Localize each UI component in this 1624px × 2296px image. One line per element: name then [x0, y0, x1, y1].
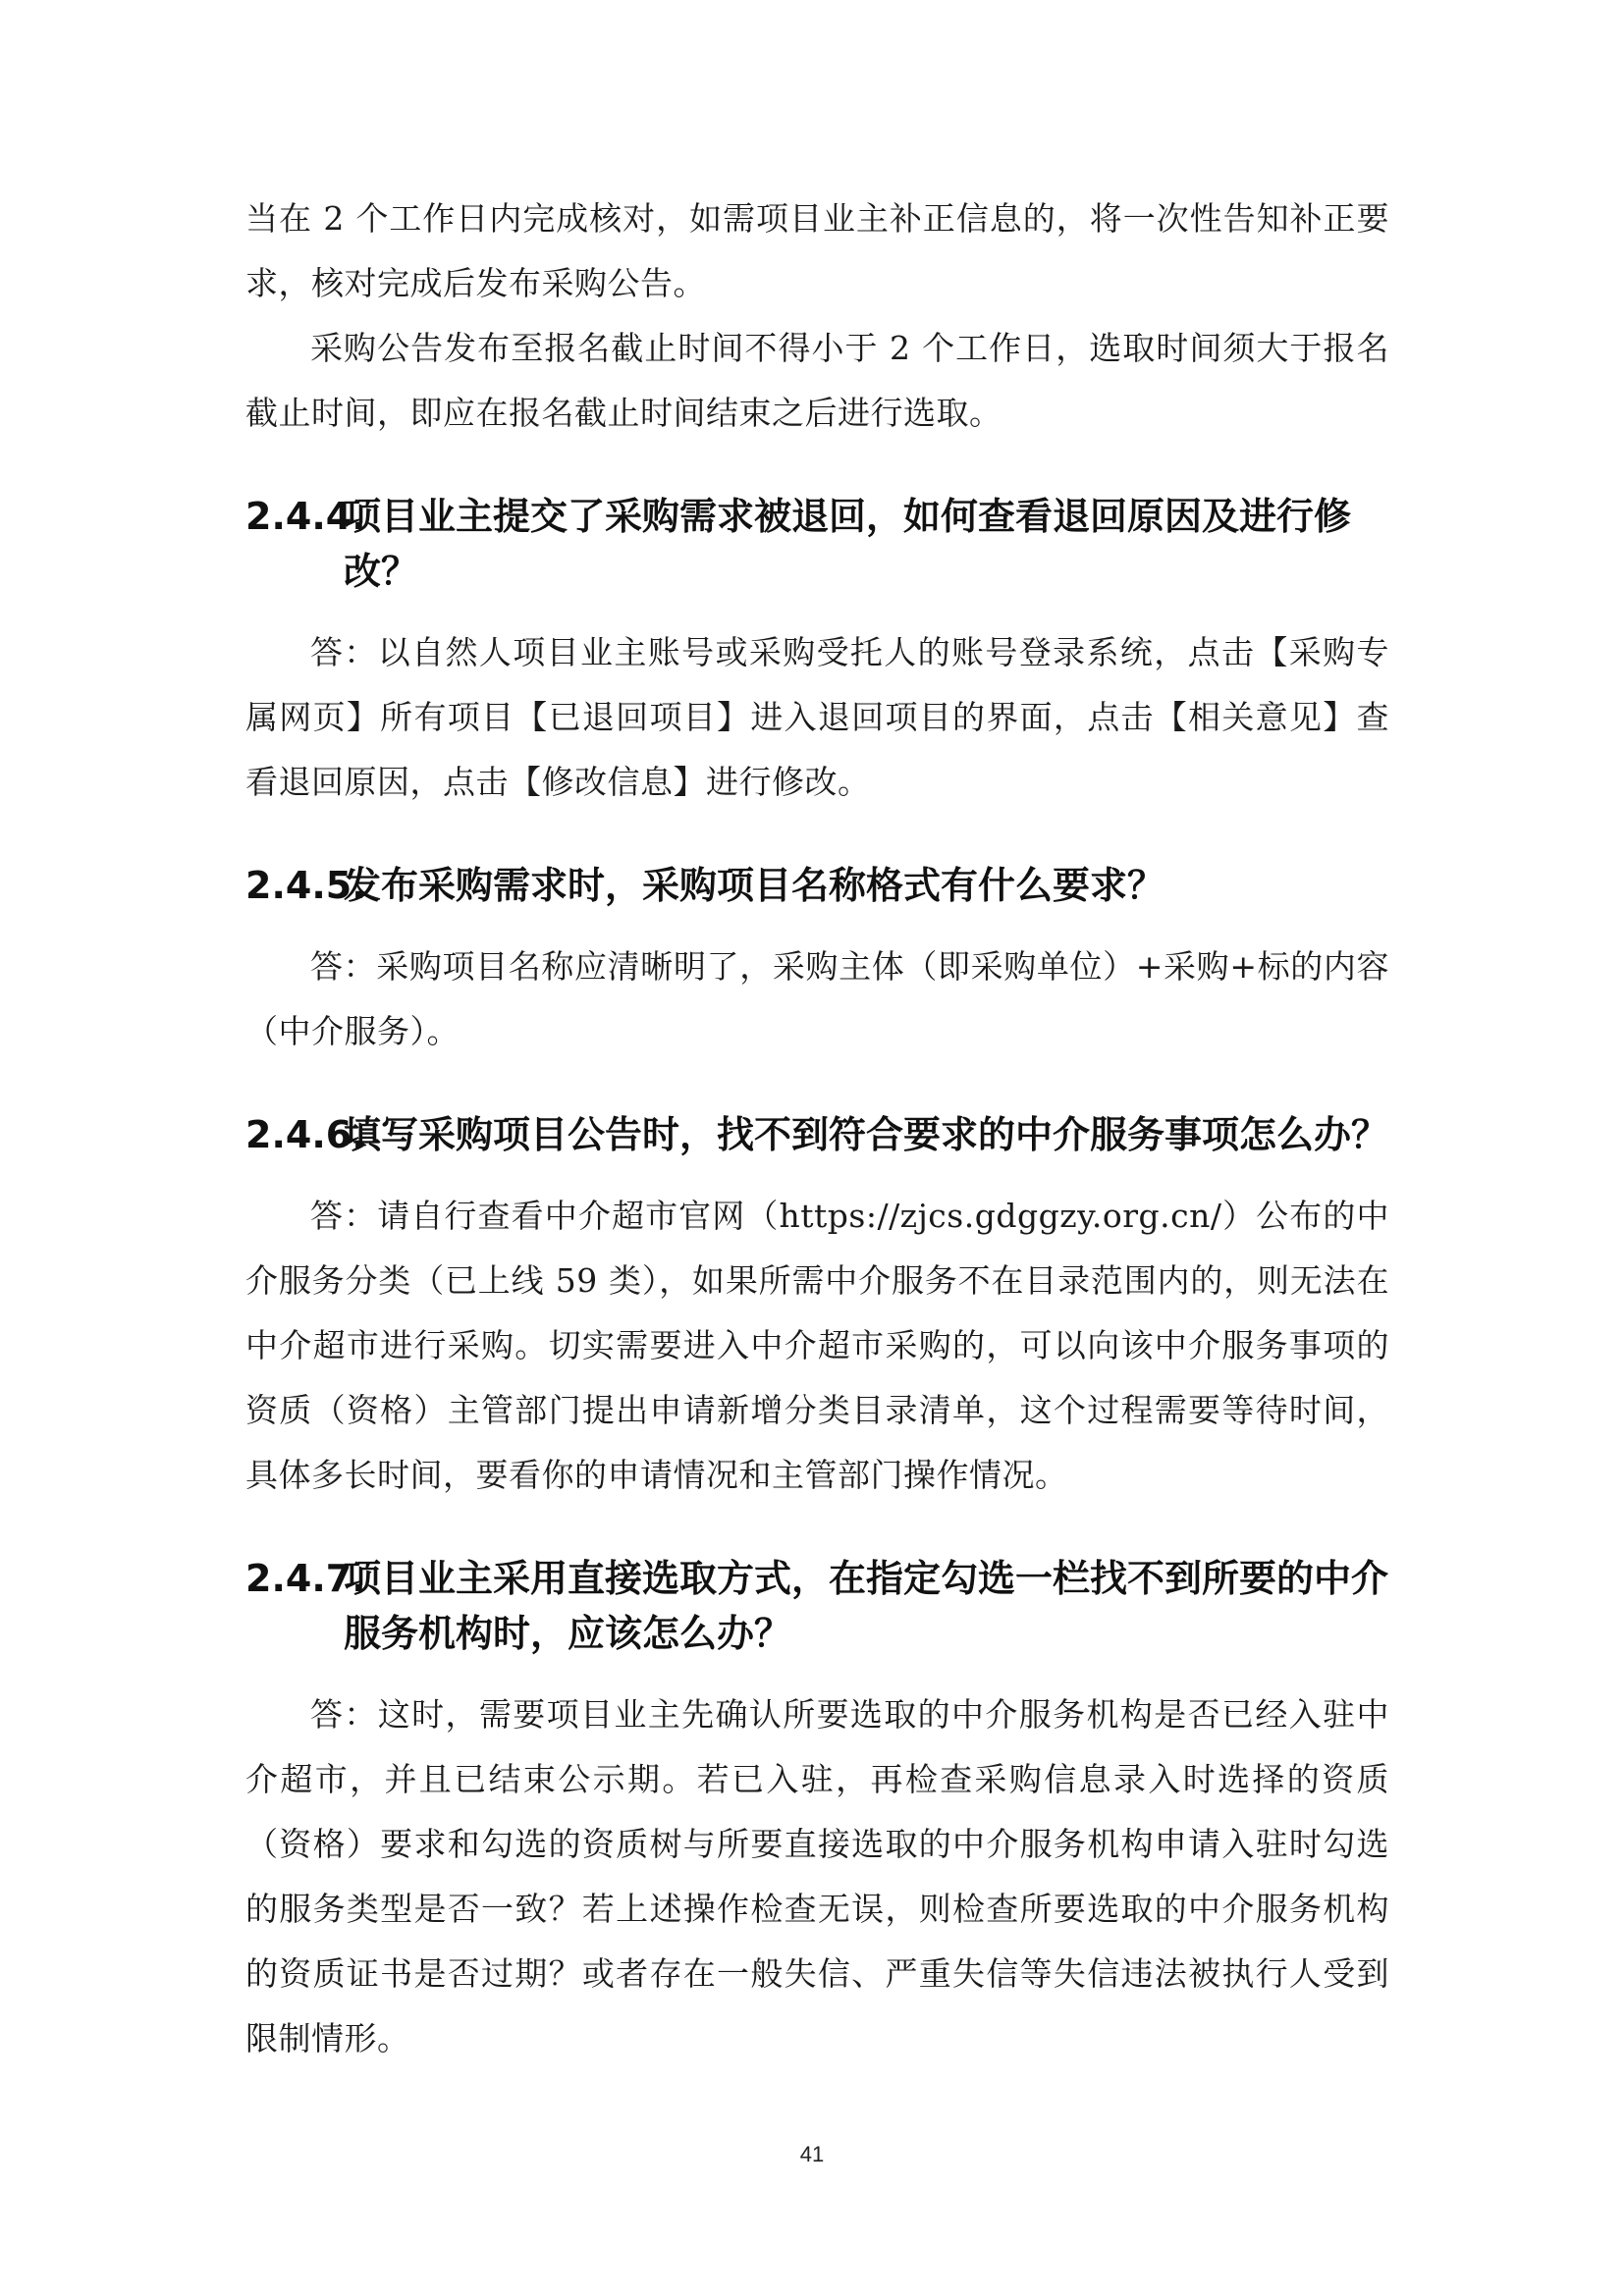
- section-heading-2-4-5: [245, 858, 1389, 913]
- page-content: [245, 187, 1389, 2071]
- section-heading-2-4-6: [245, 1107, 1389, 1162]
- section-title: 项目业主提交了采购需求被退回，如何查看退回原因及进行修改？: [344, 495, 1352, 593]
- section-answer-2-4-4: 答：以自然人项目业主账号或采购受托人的账号登录系统，点击【采购专属网页】所有项目【已退回项目】进入退回项目的界面，点击【相关意见】查看退回原因，点击【修改信息】进行修改。: [245, 633, 1389, 801]
- section-answer-2-4-5: 答：采购项目名称应清晰明了，采购主体（即采购单位）+采购+标的内容（中介服务）。: [245, 947, 1389, 1050]
- section-title: 发布采购需求时，采购项目名称格式有什么要求？: [344, 864, 1165, 907]
- section-number: 2.4.6.: [245, 1113, 366, 1156]
- section-heading-2-4-7: [245, 1551, 1389, 1661]
- section-number: 2.4.4.: [245, 495, 366, 538]
- section-answer-2-4-7: 答：这时，需要项目业主先确认所要选取的中介服务机构是否已经入驻中介超市，并且已结束公示期。若已入驻，再检查采购信息录入时选择的资质（资格）要求和勾选的资质树与所要直接选取的中介服务机构申请入驻时勾选的服务类型是否一致？若上述操作检查无误，则检查所要选取的中介服务机构的资质证书是否过期？或者存在一般失信、严重失信等失信违法被执行人受到限制情形。: [245, 1695, 1389, 2057]
- section-number: 2.4.5.: [245, 864, 366, 907]
- page-number: 41: [799, 2142, 825, 2166]
- section-title: 项目业主采用直接选取方式，在指定勾选一栏找不到所要的中介服务机构时，应该怎么办？: [344, 1557, 1389, 1655]
- intro-paragraph-2: 采购公告发布至报名截止时间不得小于 2 个工作日，选取时间须大于报名截止时间，即应在报名截止时间结束之后进行选取。: [245, 329, 1389, 432]
- section-answer-2-4-6: 答：请自行查看中介超市官网（https://zjcs.gdggzy.org.cn/）公布的中介服务分类（已上线 59 类），如果所需中介服务不在目录范围内的，则无法在中介超市进行采购。切实需要进入中介超市采购的，可以向该中介服务事项的资质（资格）主管部门提出申请新增分类目录清单，这个过程需要等待时间，具体多长时间，要看你的申请情况和主管部门操作情况。: [245, 1197, 1389, 1494]
- section-title: 填写采购项目公告时，找不到符合要求的中介服务事项怎么办？: [344, 1113, 1389, 1156]
- intro-paragraph-1: 当在 2 个工作日内完成核对，如需项目业主补正信息的，将一次性告知补正要求，核对完成后发布采购公告。: [245, 199, 1389, 302]
- section-number: 2.4.7.: [245, 1557, 366, 1600]
- section-heading-2-4-4: [245, 489, 1389, 599]
